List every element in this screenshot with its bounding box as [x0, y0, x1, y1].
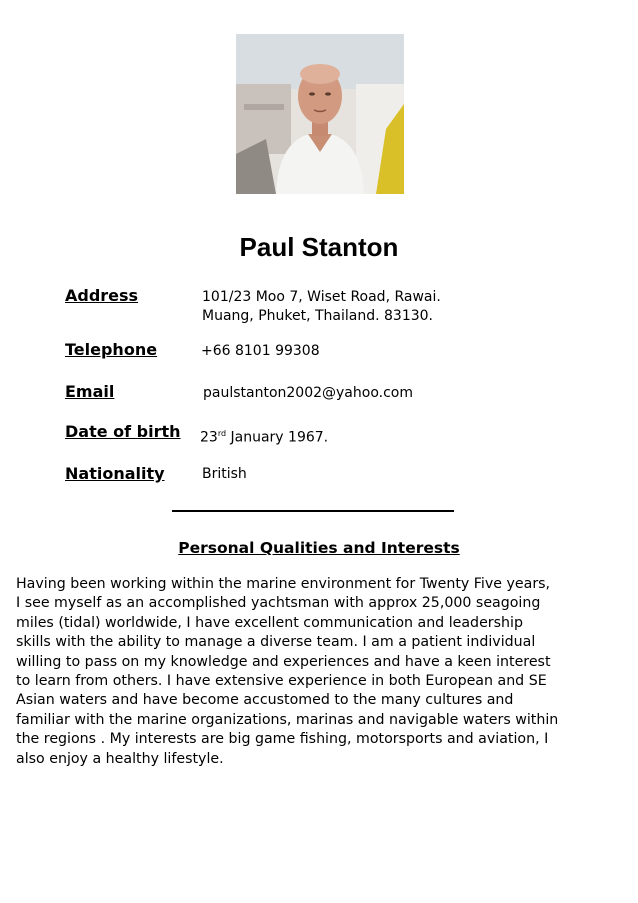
paragraph-line: familiar with the marine organizations, marinas and navigable waters within	[16, 711, 559, 728]
dob-suffix: rd	[217, 429, 227, 438]
dob-value	[200, 424, 328, 448]
qualities-paragraph	[16, 575, 616, 769]
address-line-1: 101/23 Moo 7, Wiset Road, Rawai.	[202, 289, 441, 305]
paragraph-line: also enjoy a healthy lifestyle.	[16, 750, 224, 767]
paragraph-line: Asian waters and have become accustomed to the many cultures and	[16, 692, 514, 709]
address-line-2: Muang, Phuket, Thailand. 83130.	[202, 308, 433, 324]
email-label: Email	[65, 382, 115, 401]
paragraph-line: skills with the ability to manage a diverse team. I am a patient individual	[16, 634, 536, 651]
paragraph-line: I see myself as an accomplished yachtsman with approx 25,000 seagoing	[16, 595, 541, 612]
paragraph-line: willing to pass on my knowledge and experiences and have a keen interest	[16, 653, 551, 670]
dob-label: Date of birth	[65, 422, 181, 441]
telephone-label: Telephone	[65, 340, 158, 359]
paragraph-line: to learn from others. I have extensive experience in both European and SE	[16, 673, 547, 690]
telephone-value: +66 8101 99308	[201, 343, 320, 359]
portrait-photo	[236, 34, 404, 194]
paragraph-line: Having been working within the marine environment for Twenty Five years,	[16, 576, 551, 592]
address-label: Address	[65, 286, 139, 305]
dob-day: 23	[200, 429, 218, 446]
paragraph-line: miles (tidal) worldwide, I have excellent communication and leadership	[16, 614, 523, 631]
email-value[interactable]: paulstanton2002@yahoo.com	[203, 385, 413, 401]
dob-rest: January 1967.	[226, 429, 329, 446]
section-divider	[172, 510, 454, 512]
candidate-name: Paul Stanton	[239, 232, 399, 262]
nationality-value: British	[202, 466, 247, 482]
paragraph-line: the regions . My interests are big game fishing, motorsports and aviation, I	[16, 731, 549, 748]
nationality-label: Nationality	[65, 464, 165, 483]
section-heading: Personal Qualities and Interests	[178, 539, 460, 557]
